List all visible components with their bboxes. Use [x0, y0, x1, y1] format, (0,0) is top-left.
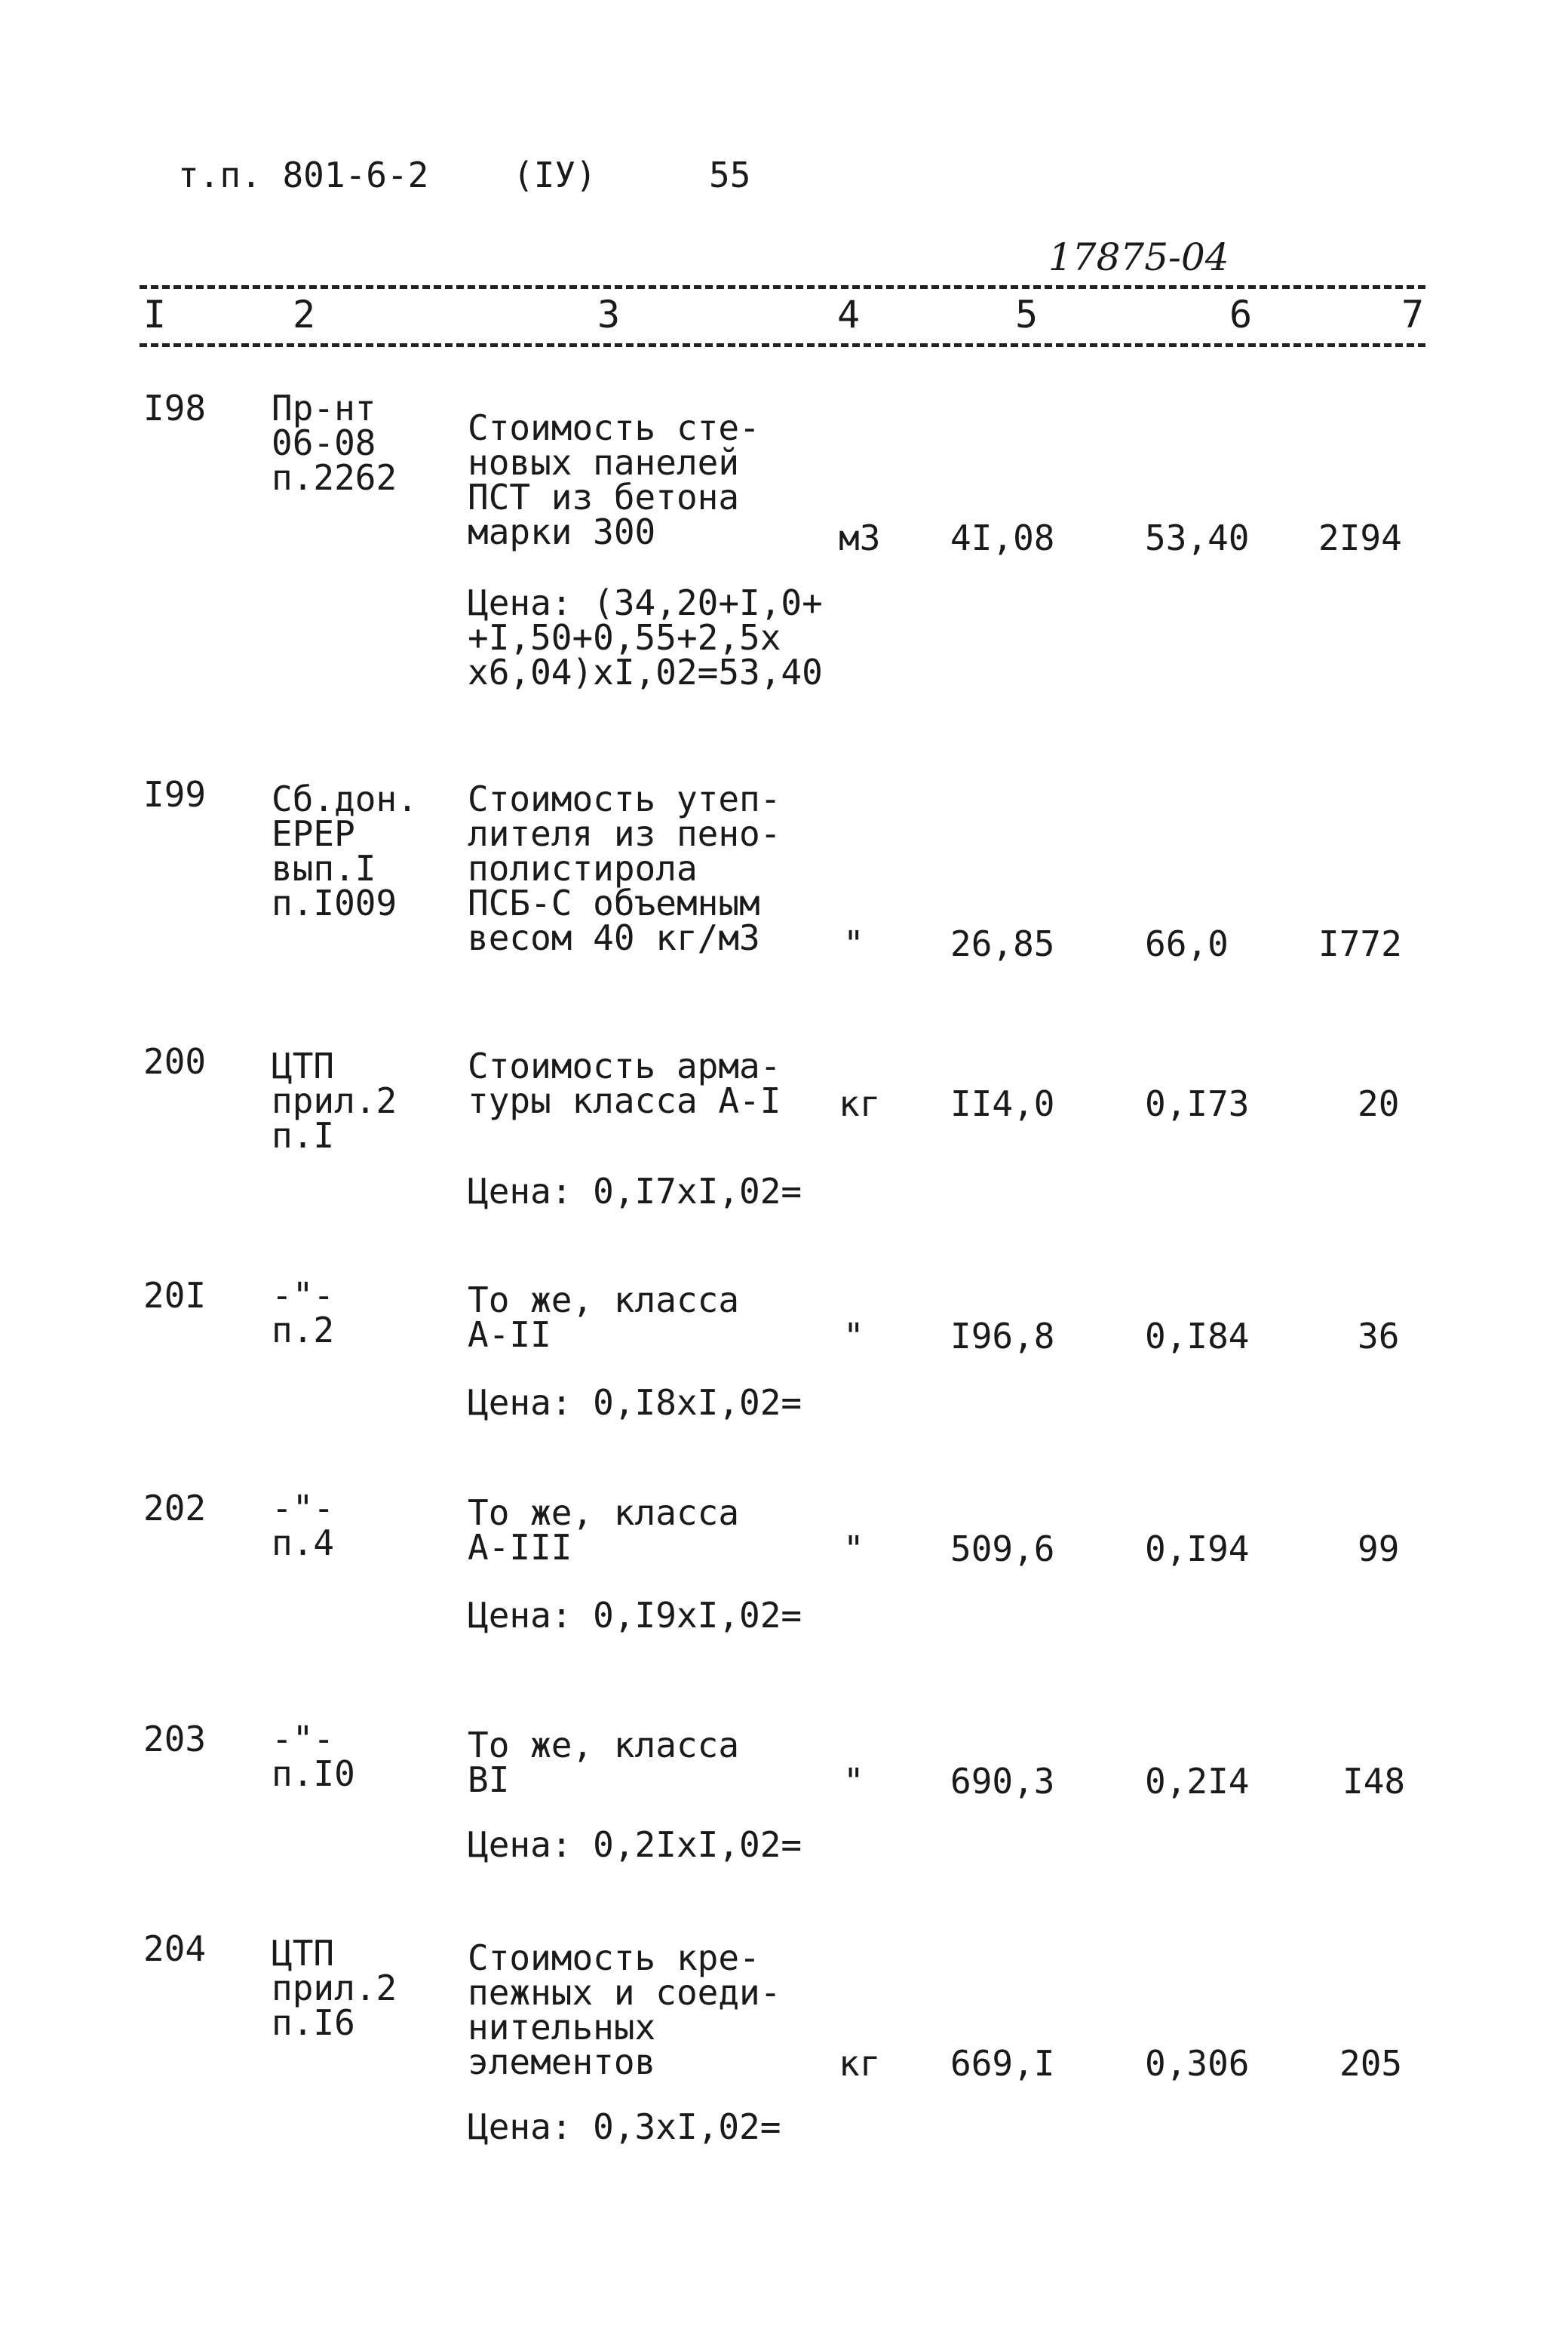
unit-price: 53,40 — [1145, 518, 1250, 558]
column-number-2: 2 — [293, 293, 316, 336]
source-reference: Сб.дон. ЕРЕР вып.I п.I009 — [272, 779, 418, 923]
row-number: I99 — [143, 774, 207, 815]
column-number-3: 3 — [597, 293, 621, 336]
quantity: II4,0 — [950, 1083, 1055, 1124]
price-calculation: Цена: 0,I9хI,02= — [468, 1595, 802, 1636]
row-number: 202 — [143, 1488, 207, 1529]
quantity: 4I,08 — [950, 518, 1055, 558]
quantity: I96,8 — [950, 1316, 1055, 1356]
unit-price: 0,2I4 — [1145, 1761, 1250, 1802]
total-cost: 205 — [1339, 2043, 1403, 2084]
column-number-4: 4 — [837, 293, 861, 336]
total-cost: 2I94 — [1318, 518, 1402, 558]
header-rule-bottom — [140, 343, 1425, 347]
unit: " — [843, 1761, 864, 1802]
item-description: Стоимость утеп- лителя из пено- полистирола ПСБ-С объемным весом 40 кг/м3 — [468, 779, 781, 958]
source-reference: ЦТП прил.2 п.I6 — [272, 1933, 397, 2043]
item-description: Стоимость кре- пежных и соеди- нительных элементов — [468, 1937, 781, 2082]
total-cost: 36 — [1358, 1316, 1400, 1356]
document-part: (IУ) — [513, 155, 597, 195]
column-number-1: I — [143, 293, 167, 336]
quantity: 669,I — [950, 2043, 1055, 2084]
total-cost: I48 — [1342, 1761, 1406, 1802]
item-description: Стоимость арма- туры класса А-I — [468, 1046, 781, 1121]
unit: м3 — [839, 518, 881, 558]
source-reference: -"- п.2 — [272, 1275, 335, 1350]
total-cost: 99 — [1358, 1529, 1400, 1569]
source-reference: -"- п.I0 — [272, 1719, 355, 1794]
row-number: I98 — [143, 388, 207, 429]
item-description: Стоимость сте- новых панелей ПСТ из бетона марки 300 — [468, 407, 760, 552]
total-cost: 20 — [1358, 1083, 1400, 1124]
unit-price: 0,306 — [1145, 2043, 1250, 2084]
unit: " — [843, 1316, 864, 1356]
quantity: 26,85 — [950, 923, 1055, 964]
column-number-5: 5 — [1015, 293, 1039, 336]
document-code: т.п. 801-6-2 — [178, 155, 429, 195]
total-cost: I772 — [1318, 923, 1402, 964]
source-reference: ЦТП прил.2 п.I — [272, 1046, 397, 1156]
stamp-number: 17875-04 — [1048, 235, 1229, 279]
row-number: 203 — [143, 1719, 207, 1759]
unit-price: 0,I84 — [1145, 1316, 1250, 1356]
item-description: То же, класса ВI — [468, 1725, 740, 1800]
header-rule-top — [140, 285, 1425, 289]
page-number: 55 — [709, 155, 751, 195]
item-description: То же, класса А-III — [468, 1492, 740, 1568]
quantity: 690,3 — [950, 1761, 1055, 1802]
price-calculation: Цена: 0,3хI,02= — [468, 2106, 781, 2147]
quantity: 509,6 — [950, 1529, 1055, 1569]
price-calculation: Цена: 0,I7хI,02= — [468, 1171, 802, 1212]
price-calculation: Цена: 0,I8хI,02= — [468, 1382, 802, 1423]
price-calculation: Цена: (34,20+I,0+ +I,50+0,55+2,5х х6,04)хI,02=53,40 — [468, 582, 823, 693]
column-number-6: 6 — [1229, 293, 1253, 336]
row-number: 200 — [143, 1041, 207, 1082]
unit: " — [843, 923, 864, 964]
unit: кг — [839, 1083, 881, 1124]
source-reference: -"- п.4 — [272, 1488, 335, 1563]
item-description: То же, класса А-II — [468, 1280, 740, 1355]
column-number-7: 7 — [1401, 293, 1425, 336]
source-reference: Пр-нт 06-08 п.2262 — [272, 388, 397, 498]
unit-price: 66,0 — [1145, 923, 1229, 964]
unit: " — [843, 1529, 864, 1569]
unit: кг — [839, 2043, 881, 2084]
unit-price: 0,I94 — [1145, 1529, 1250, 1569]
price-calculation: Цена: 0,2IхI,02= — [468, 1824, 802, 1865]
row-number: 20I — [143, 1275, 207, 1316]
unit-price: 0,I73 — [1145, 1083, 1250, 1124]
row-number: 204 — [143, 1928, 207, 1969]
